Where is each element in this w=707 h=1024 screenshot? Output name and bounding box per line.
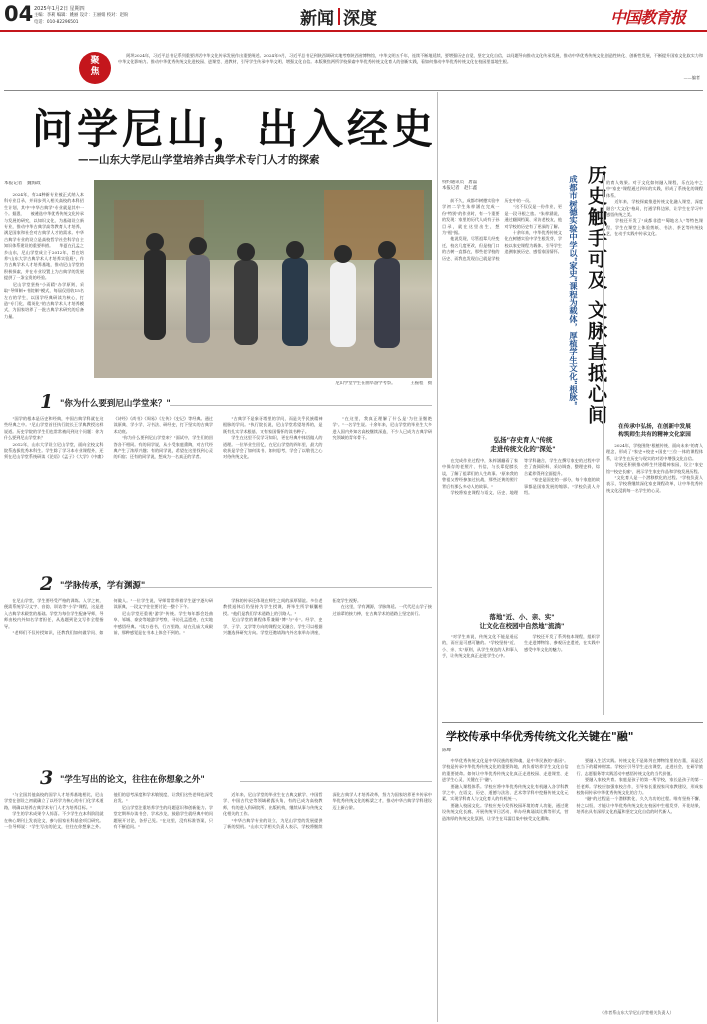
section-1-rule [170, 405, 432, 406]
badge-char-1: 聚 [90, 56, 100, 66]
photo-caption: 尼山学堂学生在曲阜游学考察。 王振程 摄 [335, 381, 432, 386]
badge-char-2: 焦 [90, 67, 100, 77]
section-2-number: 2 [40, 573, 54, 595]
page-number: 04 [4, 2, 34, 26]
section-3-text: "与全国其他高校的国学人才培养基地相比，尼山学堂在创设之初就确立了以经学为核心的专门化学术道路，明确以培养古典学术专门人才为培养目标。" 学生的学术成果令人惊喜。不少学生在本科阶段就在核心期刊上发表论文，参与国家社科基金项目研究。一位导师说："学生写出的论文，往往在你想象之外。他们的思考深度和学术敏锐度，让我们这些老师也深受启发。" 尼山学堂注重培养学生的问题意识和创新能力。学堂定期举办读书会、学术沙龙，鼓励学生就经典中的问题展开讨论，各抒己见。"在这里，没有标准答案，只有不断追问。" 近年来，尼山学堂的毕业生在古典文献学、中国哲学、中国古代史等领域崭露头角，有的已成为高校教师，有的进入科研院所、出版机构，继续从事与传统文化相关的工作。 "中华古典学专业的设立，为尼山学堂的发展提供了新的契机。"山东大学相关负责人表示，学校将继续深化古典学人才培养改革，努力为国家培养更多传承中华优秀传统文化的栋梁之才，推动中华古典学学科建设迈上新台阶。 [4, 792, 432, 830]
section-1-heading: "你为什么要到尼山学堂来？" [60, 399, 171, 409]
right-text-2: 在完成作业过程中，朱梓涵翻看了家中保存的老照片、书信，与长辈促膝长谈，了解了祖辈们的人生故事。"原来我的曾祖父曾经参加过抗战，那些泛黄的照片背后有那么多动人的故事。" 学校将家史课程与语文、历史、地理等学科融合，学生在撰写家史的过程中学会了查阅资料、采访调查、整理史料，综合素养得到全面提升。 "家史是国史的一部分，每个家庭的故事都是国家发展的缩影。"学校负责人介绍。 [442, 458, 600, 496]
section-name: 新闻 [300, 9, 334, 29]
intro-rule [4, 90, 703, 91]
editor-signoff: ——编者 [683, 75, 700, 80]
bottom-title: 学校传承中华优秀传统文化关键在"融" [446, 730, 634, 743]
section-3-rule [240, 781, 432, 782]
right-subheading-2: 落地"近、小、亲、实" 让文化在校园中自然地"流淌" [479, 613, 565, 630]
phone: 电话：010-82296501 [34, 20, 79, 25]
header-rule [0, 30, 707, 32]
bottom-text: 中华优秀传统文化是中华民族的根和魂，是中华民族的"基因"。学校是传承中华优秀传统文化的重要阵地，肩负着培养学生文化自信的重要使命。如何让中华优秀传统文化真正走进校园、走进课堂、走进学生心灵，关键在于"融"。 要融入课程体系。学校应将中华优秀传统文化有机融入各学科教学之中，在语文、历史、道德与法治、艺术等学科中挖掘传统文化元素，实现学科育人与文化育人的有机统一。 要融入校园文化。学校应充分发挥校园环境的育人功能，通过建设传统文化长廊、开展传统节日活动、举办经典诵读比赛等形式，营造浓厚的传统文化氛围，让学生在耳濡目染中接受文化熏陶。 要融入生活实践。传统文化不是陈列在博物馆里的古董，而是活在当下的精神财富。学校应引导学生走出课堂，走进社会，在研学旅行、志愿服务等实践活动中感悟传统文化的当代价值。 要融入家校共育。家庭是孩子的第一所学校，家长是孩子的第一任老师。学校应加强家校合作，引导家长重视家风家教建设，形成家校协同传承中华优秀传统文化的合力。 "融"的过程是一个潜移默化、久久为功的过程。唯有坚持不懈、持之以恒，才能让中华优秀传统文化在校园中生根发芽、开花结果，培养出具有深厚文化底蕴和坚定文化自信的时代新人。 [442, 758, 703, 821]
section-1-number: 1 [40, 391, 54, 413]
section-3-heading: "学生写出的论文，往往在你想象之外" [60, 775, 205, 785]
masthead-logo: 中国教育报 [610, 8, 686, 27]
page-header [0, 0, 707, 44]
main-lead: 2024年，有24种新专业被正式纳入本科专业目录，并同步列入相关高校的本科招生计划，其中"中华古典学"专业就是其中一个。据悉， 被遴选中华优秀传统文化传承与发展的研究，以知识文化、为基础设立新专业，推动中华古典学高等教育人才培养，满足国家和社会对古典学人才的需求。中华古典学专业的设立是高校哲学社会科学自主知识体系建设的重要举措。 华夏在孔孟之乡山东，尼山学堂成立于2012年，旨在培养"山东大学古典学术人才培养实验班"，作为古典学术人才培养基地，推动尼山学堂的积极探索，并在专业设置上为古典学的发展提供了一条宝贵的经验。 尼山学堂坚持"小而精"办学原则，采取"导师制+书院制"模式，每届仅招收15名左右的学生，以国学经典研读为核心，打造"专门化、精英化"的古典学术人才培养模式，为国家培养了一批古典学术研究的后备力量。 [4, 192, 84, 319]
editor-intro: 阿坝2024年，习近平总书记系列重要讲话中华文化传承发展作出重要阐述。2024年9月，习近平总书记到陕西调研实地考察陕西省博物馆，中华文明五千年，连续不断地延续，要增强历史自觉，坚定文化自信，以问题导向推动文化传承发展，推动中华优秀传统文化创造性转化、创新性发展，不断提升国家文化软实力和中华文化影响力。推动中华优秀传统文化进校园、进课堂、进教材，引导学生传承中华文明、增强文化自信。本版聚焦两所学校探索中华优秀传统文化育人的创新实践，看如何推动中华优秀传统文化在校园里落地生根。 [118, 53, 703, 65]
issue-date: 2025年1月2日 星期四 [34, 6, 85, 12]
main-byline: 本报记者 魏海政 [4, 181, 41, 186]
right-col3-text: 的育人效果。对于文化如何融入课程，乐在沁中之中"家史"课程通过四年的实践，形成了系统化的课程体系。 近年来，学校探索推进传统文化融入课堂，深度融合"大文化"格局，打通学科边界，让学生在学习中感悟传统之美。 学校还开发了"成都非遗""蜀地名人"等特色课程，学生在课堂上体验剪纸、书法、茶艺等传统技艺，在动手实践中传承文化。 [606, 180, 703, 237]
column-divider [437, 92, 438, 1022]
photo-illustration [94, 180, 432, 378]
section-2-text: 在尼山学堂，学生要经受严格的训练。入学之初，便需系统学习文字、音韵、训诂等"小学"课程，这是进入古典学术殿堂的基础。学堂为每位学生配备导师，导师由校内外知名学者担任，从选题到论文写作全程指导。 "老师们不仅传授知识，还教我们如何做学问、如何做人。"一位学生说，导师常常带着学生逐字逐句研读原典，一段文字往往要讨论一整个下午。 尼山学堂还重视"游学"传统。学生每年都会赴曲阜、邹城、泰安等地游学考察，寻访孔孟遗迹，在实地中感悟经典。"读万卷书，行万里路，站在孔庙大成殿前，那种感觉是在书本上体会不到的。" 学脉的传承还体现在师生之间的深厚情谊。多位老教授退休后仍坚持为学生授课，将毕生所学倾囊相授。"他们是我们学术道路上的引路人。" 尼山学堂的课程体系兼顾"博"与"专"。经学、史学、子学、文学等方向的课程交叉融合，学生可以根据兴趣选择研究方向。学堂还邀请海内外名家举办讲座，拓宽学生视野。 在这里，学有渊源，学脉绵延。一代代尼山学子接过前辈的接力棒，在古典学术的道路上坚定前行。 [4, 598, 432, 636]
right-byline: 特约通讯员 唐磊 本报记者 赵仁鑫 [442, 180, 478, 192]
right-subtitle: 成都市树德实验中学以"家史"课程为载体，厚植学生文化"根脉" [569, 175, 579, 406]
section-divider [338, 8, 340, 25]
section-1-text: "国学的根本是历史和经典，中国古典学科就在这些经典之中。"尼山学堂首任执行院长王学典教授这样说道。历史学院的学生们也常常被问到这个问题：你为什么要到尼山学堂来？ 2012年，山东大学设立尼山学堂，面向全校文科院系选拔优秀本科生。学生除了学习本专业课程外，还须在尼山学堂系统研读《论语》《孟子》《大学》《中庸》《诗经》《尚书》《周易》《左传》《史记》等经典。通过读原典、学小学、习书法、研经史，打下坚实的古典学术功底。 "你为什么要到尼山学堂来？"面试中，学生们的回答各不相同。有的同学说，从小受家庭熏陶，对古代经典产生了浓厚兴趣；有的同学说，希望在这里找到心灵的归宿；还有的同学说，想成为一名真正的学者。 "古典学不是象牙塔里的学问，而是关乎民族精神根脉的学问。"执行院长说，尼山学堂希望培养的，是既有扎实学术根基、又有家国情怀的读书种子。 学生在这里不仅学习知识，更在经典中体悟做人的道理。一位毕业生回忆，在尼山学堂的四年里，最大的收获是学会了如何读书、如何思考，学会了以敬畏之心对待传统文化。 "在这里，我真正理解了什么是'为往圣继绝学'。"一名学生说。十余年来，尼山学堂的毕业生大多进入国内外知名高校继续深造，不少人已成为古典学研究领域的青年骨干。 [4, 416, 432, 460]
right-column-divider [603, 175, 604, 715]
right-subheading-1: 弘扬"存史育人"传统 走进传统文化的"深处" [490, 436, 556, 453]
section-2-rule [140, 587, 432, 588]
bottom-byline: 陈峰 [442, 748, 452, 753]
subsection-name: 深度 [343, 9, 377, 29]
section-2-heading: "学脉传承，学有渊源" [60, 581, 146, 591]
bottom-author-note: （作者系山东大学尼山学堂相关负责人） [600, 1010, 674, 1015]
right-subheading-3: 在传承中弘扬，在创新中发展 构筑师生共有的精神文化家园 [618, 424, 691, 438]
news-photo [94, 180, 432, 378]
right-title: 历史触手可及 文脉直抵心间 [585, 165, 607, 426]
main-title: 问学尼山，出入经史 [32, 105, 437, 153]
editors: 主编：李莉 编辑：姚丽 设计：王丽娟 校对：赵盼 [34, 13, 129, 18]
right-lead-text: 前不久，成都市树德实验中学初二学生朱梓涵在完成一份"特别"的作业时，有一个重要的发现：家里的历代人成有子孙目录，就在这里出生，想为"根"据。 他说发现，尽管祖辈几经变迁，校名几度更改，但是校门口的古树一直都在，那些老学校的历史、而我也发现自己就是学校历史中的一员。 "这不仅仅是一份作业，更是一段寻根之旅。"朱梓涵说，通过翻阅档案、采访老校友，他对学校的历史有了更深的了解。 十余年来，中华优秀传统文化在树德实验中学生根发芽，学校以家史课程为载体，引导学生追溯家族历史、感悟家国情怀。 [442, 198, 562, 261]
focus-badge [79, 52, 111, 84]
right-col3-text-2: 2024年，学校围绕"根植传统、面向未来"的育人理念，形成了"家史+校史+国史"三位一体的课程体系，让学生在历史与现实的对话中增强文化自信。 学校还积极推动师生共建精神家园，设立"家史馆""校史长廊"，展示学生家史作品和学校发展历程。 "文化育人是一个潜移默化的过程。"学校负责人表示，学校将继续深化家史课程改革，让中华优秀传统文化浸润每一名学生的心灵。 [606, 443, 703, 493]
right-text-3: "对学生来说，传统文化不能是遥远的，而应是可感可触的。"学校坚持"近、小、亲、实"原则，从学生身边的人和事入手，让传统文化真正走进学生心中。 学校还开发了系列校本课程，组织学生走进博物馆、参观历史遗迹，在实践中感受中华文化的魅力。 [442, 634, 600, 659]
main-subtitle: ——山东大学尼山学堂培养古典学术专门人才的探索 [78, 154, 320, 166]
bottom-rule [442, 722, 703, 723]
section-3-number: 3 [40, 767, 54, 789]
